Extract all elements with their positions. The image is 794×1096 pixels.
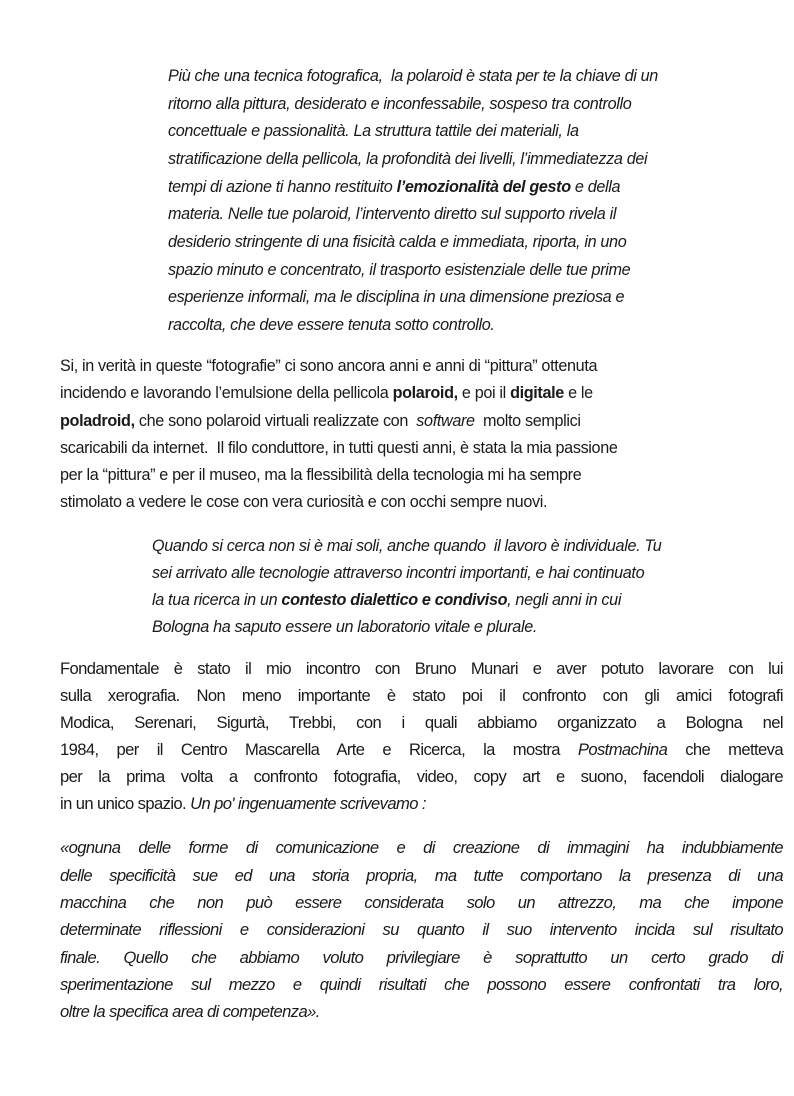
- text-run: spazio minuto e concentrato, il trasporto esistenziale delle tue prime: [168, 261, 631, 279]
- text-line: [152, 590, 621, 610]
- text-line: [152, 563, 644, 583]
- text-run: scaricabili da internet. Il filo conduttore, in tutti questi anni, è stata la mia passione: [60, 439, 618, 457]
- text-run: e poi il: [457, 384, 511, 402]
- text-run: e della: [570, 178, 621, 196]
- text-line: [168, 315, 495, 335]
- text-line: [60, 659, 783, 679]
- bold-text: l’emozionalità del gesto: [396, 178, 571, 196]
- text-line: [60, 383, 593, 403]
- text-line: [152, 617, 537, 637]
- text-line: [168, 204, 616, 224]
- text-run: raccolta, che deve essere tenuta sotto controllo.: [168, 316, 495, 334]
- text-line: [152, 536, 661, 556]
- text-line: [60, 794, 783, 814]
- text-line: [168, 232, 626, 252]
- bold-text: polaroid,: [392, 384, 458, 402]
- text-run: «ognuna delle forme di comunicazione e di creazione di immagini ha indubbiamente: [60, 838, 783, 857]
- text-line: [168, 94, 631, 114]
- text-line: [60, 438, 618, 458]
- text-line: [168, 260, 630, 280]
- text-run: che sono polaroid virtuali realizzate con: [134, 412, 417, 430]
- text-run: molto semplici: [474, 412, 581, 430]
- text-run: la tua ricerca in un: [152, 591, 282, 609]
- text-run: concettuale e passionalità. La struttura tattile dei materiali, la: [168, 122, 579, 140]
- text-run: in un unico spazio.: [60, 794, 191, 813]
- text-run: sulla xerografia. Non meno importante è stato poi il confronto con gli amici fotografi: [60, 686, 783, 705]
- text-run: delle specificità sue ed una storia propria, ma tutte comportano la presenza di una: [60, 866, 783, 885]
- text-run: incidendo e lavorando l’emulsione della pellicola: [60, 384, 393, 402]
- text-run: determinate riflessioni e considerazioni su quanto il suo intervento incida sul risultato: [60, 920, 783, 939]
- text-run: Bologna ha saputo essere un laboratorio vitale e plurale.: [152, 618, 538, 636]
- bold-text: contesto dialettico e condiviso: [281, 591, 508, 609]
- text-run: per la “pittura” e per il museo, ma la flessibilità della tecnologia mi ha sempre: [60, 466, 582, 484]
- text-run: Più che una tecnica fotografica, la polaroid è stata per te la chiave di un: [168, 67, 658, 85]
- text-run: desiderio stringente di una fisicità calda e immediata, riporta, in uno: [168, 233, 627, 251]
- text-line: [168, 66, 658, 86]
- text-run: sei arrivato alle tecnologie attraverso incontri importanti, e hai continuato: [152, 564, 645, 582]
- text-line: [60, 767, 783, 787]
- text-line: [168, 287, 624, 307]
- text-line: [60, 686, 783, 706]
- text-line: [60, 740, 783, 760]
- text-line: [60, 948, 783, 968]
- text-line: [168, 177, 620, 197]
- text-line: [168, 121, 579, 141]
- text-run: e le: [563, 384, 593, 402]
- text-run: materia. Nelle tue polaroid, l’intervento diretto sul supporto rivela il: [168, 205, 617, 223]
- text-line: [60, 492, 547, 512]
- text-line: [60, 411, 581, 431]
- italic-text: Postmachina: [577, 740, 668, 759]
- text-line: [60, 713, 783, 733]
- text-line: [60, 838, 783, 858]
- text-run: esperienze informali, ma le disciplina in una dimensione preziosa e: [168, 288, 625, 306]
- text-line: [60, 893, 783, 913]
- text-run: Si, in verità in queste “fotografie” ci sono ancora anni e anni di “pittura” ottenuta: [60, 357, 598, 375]
- text-run: Modica, Serenari, Sigurtà, Trebbi, con i quali abbiamo organizzato a Bologna nel: [60, 713, 783, 732]
- bold-text: digitale: [510, 384, 564, 402]
- italic-text: software: [416, 412, 475, 430]
- text-line: [60, 465, 581, 485]
- text-line: [60, 920, 783, 940]
- text-run: stimolato a vedere le cose con vera curiosità e con occhi sempre nuovi.: [60, 493, 548, 511]
- text-run: Quando si cerca non si è mai soli, anche quando il lavoro è individuale. Tu: [152, 537, 662, 555]
- text-run: finale. Quello che abbiamo voluto privilegiare è soprattutto un certo grado di: [60, 948, 783, 967]
- text-run: tempi di azione ti hanno restituito: [168, 178, 397, 196]
- text-run: , negli anni in cui: [507, 591, 622, 609]
- text-line: [60, 975, 783, 995]
- text-run: ritorno alla pittura, desiderato e inconfessabile, sospeso tra controllo: [168, 95, 632, 113]
- text-line: [168, 149, 647, 169]
- text-line: [60, 356, 597, 376]
- text-run: macchina che non può essere considerata solo un attrezzo, ma che impone: [60, 893, 783, 912]
- text-run: sperimentazione sul mezzo e quindi risultati che possono essere confrontati tra loro,: [60, 975, 783, 994]
- text-line: [60, 1002, 783, 1022]
- italic-text: Un po' ingenuamente scrivevamo :: [190, 794, 426, 813]
- text-line: [60, 866, 783, 886]
- text-run: stratificazione della pellicola, la profondità dei livelli, l’immediatezza dei: [168, 150, 648, 168]
- text-run: 1984, per il Centro Mascarella Arte e Ricerca, la mostra: [60, 740, 578, 759]
- text-run: per la prima volta a confronto fotografia, video, copy art e suono, facendoli dialogare: [60, 767, 783, 786]
- bold-text: poladroid,: [60, 412, 135, 430]
- text-run: oltre la specifica area di competenza».: [60, 1002, 320, 1021]
- text-run: Fondamentale è stato il mio incontro con Bruno Munari e aver potuto lavorare con lui: [60, 659, 783, 678]
- text-run: che metteva: [667, 740, 783, 759]
